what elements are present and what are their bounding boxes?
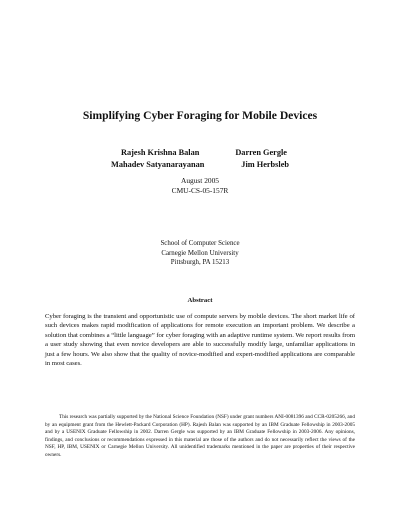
city-address: Pittsburgh, PA 15213 [170, 259, 230, 266]
author-list [80, 147, 320, 171]
author-name: Mahadev Satyanarayanan [111, 160, 205, 169]
report-number: CMU-CS-05-157R [171, 186, 229, 195]
author-name: Rajesh Krishna Balan [121, 148, 200, 157]
abstract-heading: Abstract [187, 297, 213, 304]
author-row [80, 147, 320, 159]
funding-footnote: This research was partially supported by the National Science Foundation (NSF) under grant numbers ANI-0081396 and CCR-0205266, and by an equipment grant from the Hewlett-Packard Corporation (HP). Rajesh Balan was supported by an IBM Graduate Fellowship in 2003-2005 and by a USENIX Graduate Fellowship in 2002. Darren Gergle was supported by an IBM Graduate Fellowship in 2003-2006. Any opinions, findings, and conclusions or recommendations expressed in this material are those of the authors and do not necessarily reflect the views of the NSF, HP, IBM, USENIX or Carnegie Mellon University. All unidentified trademarks mentioned in the paper are properties of their respective owners. [45, 414, 355, 458]
university-name: Carnegie Mellon University [161, 249, 239, 257]
author-name: Jim Herbsleb [241, 160, 289, 169]
paper-title: Simplifying Cyber Foraging for Mobile Devices [82, 109, 318, 122]
report-date: August 2005 [181, 176, 219, 185]
author-row [80, 159, 320, 171]
affiliation [100, 239, 300, 268]
report-info [100, 176, 300, 196]
school-name: School of Computer Science [160, 240, 240, 247]
author-name: Darren Gergle [235, 148, 287, 157]
abstract-text: Cyber foraging is the transient and opportunistic use of compute servers by mobile devices. The short market life of such devices makes rapid modification of applications for remote execution an important problem. We describe a solution that combines a “little language” for cyber foraging with an adaptive runtime system. We report results from a user study showing that even novice developers are able to successfully modify large, unfamiliar applications in just a few hours. We also show that the quality of novice-modified and expert-modified applications are comparable in most cases. [45, 313, 355, 368]
